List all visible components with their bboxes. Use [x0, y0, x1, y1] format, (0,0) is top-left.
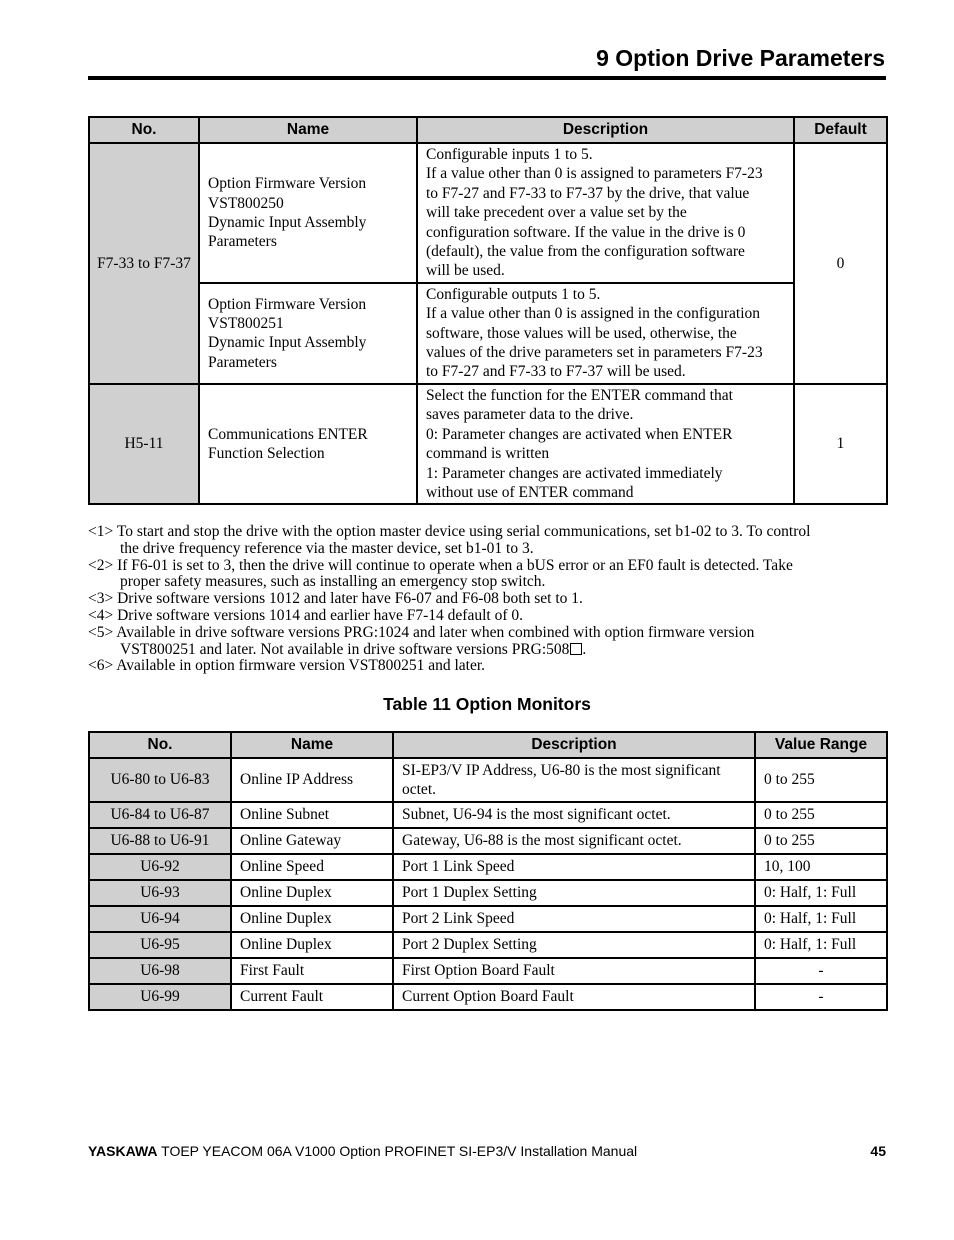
- table-row: [89, 906, 887, 932]
- monitor-name: Online Subnet: [231, 802, 393, 828]
- table-row: [89, 828, 887, 854]
- placeholder-box-icon: [570, 643, 582, 655]
- table-row: [89, 932, 887, 958]
- table-row: [89, 758, 887, 802]
- monitor-no: U6-84 to U6-87: [89, 802, 231, 828]
- parameter-table-header: [89, 117, 887, 143]
- param-name: Option Firmware Version VST800251 Dynamic Input Assembly Parameters: [199, 283, 417, 384]
- monitor-range: -: [755, 984, 887, 1010]
- param-description: Configurable outputs 1 to 5. If a value other than 0 is assigned in the configuration software, those values will be used, otherwise, the values of the drive parameters set in parameters F7-23 to F7-27 and F7-33 to F7-37 will be used.: [417, 283, 794, 384]
- table-row: [89, 880, 887, 906]
- monitor-name: Current Fault: [231, 984, 393, 1010]
- table-row: [89, 984, 887, 1010]
- monitor-no: U6-92: [89, 854, 231, 880]
- monitor-no: U6-88 to U6-91: [89, 828, 231, 854]
- monitor-table-header: [89, 732, 887, 758]
- monitor-description: Port 2 Link Speed: [393, 906, 755, 932]
- monitor-name: Online IP Address: [231, 758, 393, 802]
- monitor-name: Online Gateway: [231, 828, 393, 854]
- footnote: <2> If F6-01 is set to 3, then the drive will continue to operate when a bUS error or an EF0 fault is detected. Take: [88, 556, 793, 574]
- monitor-no: U6-94: [89, 906, 231, 932]
- brand-name: YASKAWA: [88, 1143, 158, 1159]
- header-value-range: Value Range: [755, 732, 887, 758]
- header-name: Name: [199, 117, 417, 143]
- monitor-range: 0 to 255: [755, 758, 887, 802]
- parameter-table: [88, 116, 888, 505]
- header-description: Description: [393, 732, 755, 758]
- header-name: Name: [231, 732, 393, 758]
- monitor-range: 0: Half, 1: Full: [755, 932, 887, 958]
- param-default: 1: [794, 384, 887, 504]
- monitor-name: Online Speed: [231, 854, 393, 880]
- monitor-name: Online Duplex: [231, 880, 393, 906]
- table-row: [89, 384, 887, 504]
- footnote: <3> Drive software versions 1012 and later have F6-07 and F6-08 both set to 1.: [88, 590, 583, 608]
- monitor-description: SI-EP3/V IP Address, U6-80 is the most significant octet.: [393, 758, 755, 802]
- header-description: Description: [417, 117, 794, 143]
- table-row: [89, 143, 887, 283]
- page-number: 45: [870, 1143, 886, 1159]
- title-rule: [88, 76, 886, 80]
- monitor-description: Current Option Board Fault: [393, 984, 755, 1010]
- footnotes: [88, 524, 888, 675]
- monitor-name: Online Duplex: [231, 932, 393, 958]
- footnote-continuation: the drive frequency reference via the master device, set b1-01 to 3.: [120, 539, 534, 557]
- monitor-range: 0: Half, 1: Full: [755, 880, 887, 906]
- footnote: <1> To start and stop the drive with the option master device using serial communications, set b1-02 to 3. To control: [88, 523, 811, 540]
- footnote-continuation: VST800251 and later. Not available in drive software versions PRG:508 .: [120, 640, 587, 658]
- monitor-no: U6-93: [89, 880, 231, 906]
- param-description: Configurable inputs 1 to 5. If a value other than 0 is assigned to parameters F7-23 to F7-27 and F7-33 to F7-37 by the drive, that value will take precedent over a value set by the configuration software. If the value in the drive is 0 (default), the value from the configuration software will be used.: [417, 143, 794, 283]
- table-row: [89, 854, 887, 880]
- monitor-description: Port 2 Duplex Setting: [393, 932, 755, 958]
- param-no: F7-33 to F7-37: [89, 143, 199, 384]
- monitor-range: 10, 100: [755, 854, 887, 880]
- header-no: No.: [89, 117, 199, 143]
- param-no: H5-11: [89, 384, 199, 504]
- footnote: <4> Drive software versions 1014 and earlier have F7-14 default of 0.: [88, 606, 523, 624]
- monitor-description: Port 1 Link Speed: [393, 854, 755, 880]
- monitor-no: U6-95: [89, 932, 231, 958]
- monitor-range: 0 to 255: [755, 802, 887, 828]
- monitor-no: U6-99: [89, 984, 231, 1010]
- page-footer: [88, 1141, 886, 1161]
- table-row: [89, 958, 887, 984]
- monitor-name: Online Duplex: [231, 906, 393, 932]
- monitor-name: First Fault: [231, 958, 393, 984]
- monitor-description: Gateway, U6-88 is the most significant octet.: [393, 828, 755, 854]
- param-name: Communications ENTER Function Selection: [199, 384, 417, 504]
- table-caption: Table 11 Option Monitors: [383, 694, 591, 714]
- monitor-range: -: [755, 958, 887, 984]
- table-row: [89, 283, 887, 384]
- manual-title: TOEP YEACOM 06A V1000 Option PROFINET SI-EP3/V Installation Manual: [157, 1143, 638, 1159]
- monitor-no: U6-80 to U6-83: [89, 758, 231, 802]
- header-default: Default: [794, 117, 887, 143]
- monitor-table: [88, 731, 888, 1011]
- footnote: <6> Available in option firmware version VST800251 and later.: [88, 657, 486, 675]
- param-name: Option Firmware Version VST800250 Dynamic Input Assembly Parameters: [199, 143, 417, 283]
- monitor-description: Subnet, U6-94 is the most significant octet.: [393, 802, 755, 828]
- monitor-description: Port 1 Duplex Setting: [393, 880, 755, 906]
- footnote: <5> Available in drive software versions PRG:1024 and later when combined with option firmware version: [88, 623, 755, 641]
- monitor-range: 0: Half, 1: Full: [755, 906, 887, 932]
- section-title: 9 Option Drive Parameters: [596, 45, 885, 71]
- table-row: [89, 802, 887, 828]
- monitor-description: First Option Board Fault: [393, 958, 755, 984]
- header-no: No.: [89, 732, 231, 758]
- footnote-continuation: proper safety measures, such as installing an emergency stop switch.: [120, 573, 546, 591]
- monitor-no: U6-98: [89, 958, 231, 984]
- param-description: Select the function for the ENTER command that saves parameter data to the drive. 0: Parameter changes are activated when ENTER command is written 1: Parameter changes are activated immediately without use of ENTER command: [417, 384, 794, 504]
- param-default: 0: [794, 143, 887, 384]
- monitor-range: 0 to 255: [755, 828, 887, 854]
